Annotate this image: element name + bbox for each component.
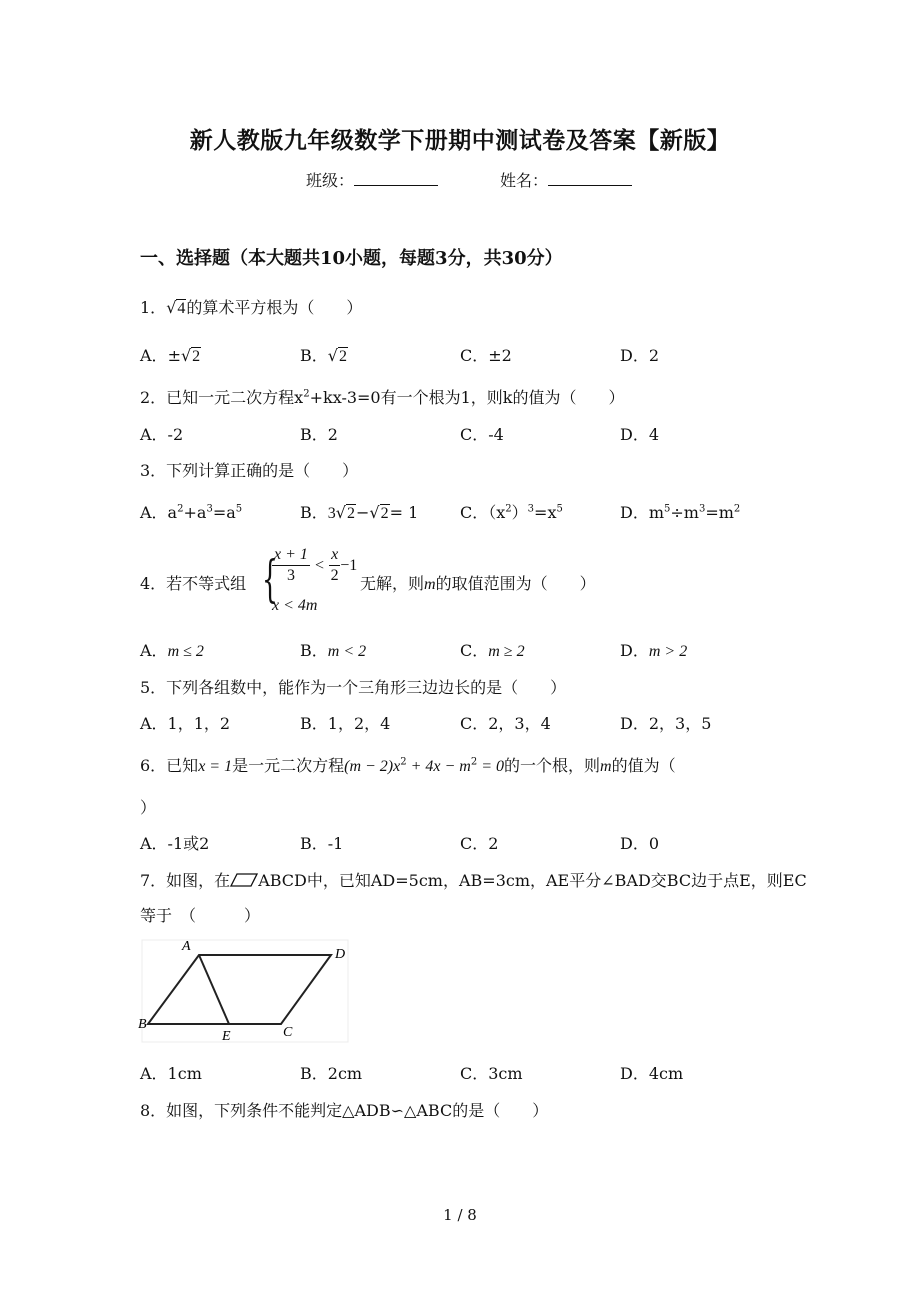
label-e: E (222, 1029, 231, 1044)
q4-text: 无解，则m的取值范围为（ ） (360, 574, 596, 593)
q2-option-a[interactable]: A．-2 (140, 425, 184, 444)
q1-option-d[interactable]: D．2 (620, 346, 660, 365)
q1-option-a[interactable]: A．±√2 (140, 346, 201, 365)
q2-option-d[interactable]: D．4 (620, 425, 660, 444)
name-field (500, 168, 632, 191)
q4-option-a[interactable]: A．m ≤ 2 (140, 641, 204, 660)
class-field (306, 168, 438, 191)
label-c: C (283, 1025, 293, 1040)
class-blank[interactable] (354, 170, 438, 186)
question-3: 3．下列计算正确的是（ ） (140, 461, 359, 480)
name-label: 姓名： (500, 171, 549, 190)
page-number: 1 / 8 (443, 1206, 477, 1224)
q7-option-a[interactable]: A．1cm (140, 1064, 202, 1083)
q2-option-c[interactable]: C．-4 (460, 425, 504, 444)
class-label: 班级： (306, 171, 355, 190)
q3-option-a[interactable]: A．$a^2+a^3=a^5$ (140, 503, 243, 522)
q7-option-d[interactable]: D．4cm (620, 1064, 684, 1083)
q6-option-b[interactable]: B．-1 (300, 834, 344, 853)
q3-option-c[interactable]: C．$(x^2)^3=x^5$ (460, 503, 563, 522)
q4-option-c[interactable]: C．m ≥ 2 (460, 641, 525, 660)
q3-option-b[interactable]: B．3√2−√2= 1 (300, 503, 419, 522)
question-8: 8．如图，下列条件不能判定△ADB∽△ABC的是（ ） (140, 1101, 549, 1120)
parallelogram-icon (230, 873, 258, 887)
q7-option-c[interactable]: C．3cm (460, 1064, 523, 1083)
q5-option-d[interactable]: D．2，3，5 (620, 714, 712, 733)
page-title: 新人教版九年级数学下册期中测试卷及答案【新版】 (189, 127, 731, 154)
q5-option-c[interactable]: C．2，3，4 (460, 714, 551, 733)
q3-option-d[interactable]: D．$m^5\div m^3=m^2$ (620, 503, 741, 522)
q4-prefix: 4．若不等式组 (140, 574, 247, 593)
q6-option-c[interactable]: C．2 (460, 834, 499, 853)
question-7: 7．如图，在 ABCD中，已知AD=5cm，AB=3cm，AE平分∠BAD交BC边于点E，则EC (140, 871, 807, 890)
brace: { (262, 550, 278, 608)
q1-sqrt: √4 (166, 298, 186, 317)
q4-option-b[interactable]: B．m < 2 (300, 641, 367, 660)
label-a: A (182, 939, 191, 954)
q1-option-b[interactable]: B．√2 (300, 346, 347, 365)
q4-option-d[interactable]: D．m > 2 (620, 641, 688, 660)
q7-option-b[interactable]: B．2cm (300, 1064, 363, 1083)
q6-close-paren: ） (140, 798, 157, 817)
label-d: D (335, 947, 346, 962)
q1-text: 的算术平方根为（ ） (186, 298, 363, 317)
q6-option-d[interactable]: D．0 (620, 834, 660, 853)
parallelogram-figure (136, 938, 350, 1048)
q6-option-a[interactable]: A．-1或2 (140, 834, 210, 853)
q1-option-c[interactable]: C．±2 (460, 346, 512, 365)
question-1 (140, 295, 362, 318)
label-b: B (138, 1017, 147, 1032)
question-5: 5．下列各组数中，能作为一个三角形三边边长的是（ ） (140, 678, 567, 697)
inequality-1: $\frac{x + 1}{3}$ < $\frac{x}{2}$ −1 (274, 546, 358, 584)
q5-option-b[interactable]: B．1，2，4 (300, 714, 391, 733)
inequality-2: x < 4m (272, 597, 318, 614)
question-6: 6．已知x = 1是一元二次方程$(m - 2)x^2 + 4x - m^2 = 0$的一个根，则m的值为（ (140, 756, 676, 775)
q1-number: 1． (140, 298, 167, 317)
q5-option-a[interactable]: A．1，1，2 (140, 714, 231, 733)
q2-option-b[interactable]: B．2 (300, 425, 338, 444)
q7-line2: 等于 （ ） (140, 906, 261, 925)
name-blank[interactable] (548, 170, 632, 186)
question-2: 2．已知一元二次方程$x^2+kx-3=0$有一个根为1，则k的值为（ ） (140, 388, 625, 407)
section-heading: 一、选择题（本大题共10小题，每题3分，共30分） (140, 248, 563, 269)
